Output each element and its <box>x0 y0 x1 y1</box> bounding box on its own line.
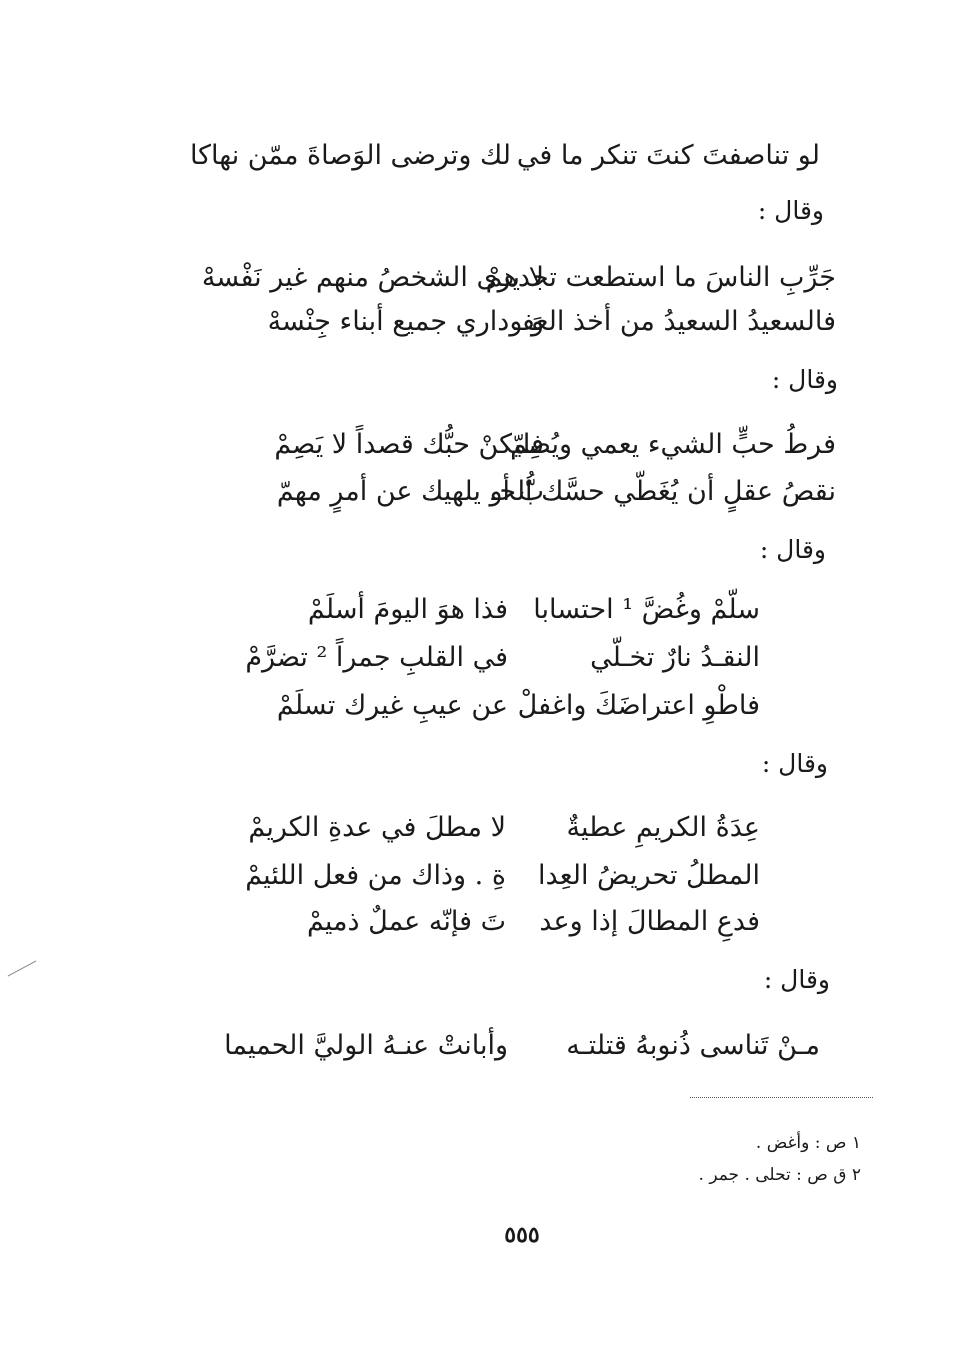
verse-5-1 <box>0 808 956 848</box>
hemistich-left: في القلبِ جمراً ² تضرَّمْ <box>245 642 508 673</box>
verse-3-2 <box>0 472 956 512</box>
hemistich-left: وأبانتْ عنـهُ الوليَّ الحميما <box>224 1030 508 1061</box>
hemistich-left: بُّ أو يلهيك عن أمرٍ مهمّ <box>276 476 544 507</box>
verse-4-1 <box>0 590 956 630</box>
hemistich-right: فالسعيدُ السعيدُ من أخذ العفـ <box>514 306 836 337</box>
verse-4-2 <box>0 638 956 678</box>
hemistich-right: عِدَةُ الكريمِ عطيةٌ <box>566 812 760 843</box>
poem-heading: وقال : <box>771 365 838 394</box>
hemistich-right: المطلُ تحريضُ العِدا <box>538 860 760 891</box>
verse-2-2 <box>0 302 956 342</box>
hemistich-left: فذا هوَ اليومَ أسلَمْ <box>307 594 508 625</box>
poem-heading: وقال : <box>757 196 824 225</box>
footnote-1: ١ ص : وأغض . <box>755 1133 861 1153</box>
hemistich-left: لك وترضى الوَصاةَ ممّن نهاكا <box>189 140 511 171</box>
verse-5-3 <box>0 902 956 942</box>
poem-heading: وقال : <box>761 749 828 778</box>
hemistich-left: عن عيبِ غيرك تسلَمْ <box>276 690 508 721</box>
hemistich-right: نقصُ عقلٍ أن يُغَطّي حسَّك الحـ <box>491 476 836 507</box>
verse-6-1 <box>0 1026 956 1066</box>
hemistich-right: فدعِ المطالَ إذا وعد <box>539 906 760 937</box>
hemistich-right: سلّمْ وغُضَّ ¹ احتسابا <box>533 594 760 625</box>
verse-2-1 <box>0 258 956 298</box>
hemistich-left: تَ فإنّه عملٌ ذميمْ <box>306 906 506 937</box>
hemistich-right: لو تناصفتَ كنتَ تنكر ما في <box>516 140 820 171</box>
footnote-separator <box>690 1097 873 1098</box>
verse-3-1 <box>0 425 956 465</box>
verse-1-1 <box>0 136 956 176</box>
scan-artifact-line <box>8 961 37 977</box>
page-number: ٥٥٥ <box>504 1222 540 1248</box>
verse-4-3 <box>0 686 956 726</box>
footnote-2: ٢ ق ص : تحلى . جمر . <box>698 1165 861 1185</box>
verse-5-2 <box>0 856 956 896</box>
hemistich-right: فاطْوِ اعتراضَكَ واغفلْ <box>517 690 760 721</box>
hemistich-left: وَ وداري جميع أبناء جِنْسهْ <box>267 306 544 337</box>
hemistich-right: جَرِّبِ الناسَ ما استطعت تجدهمْ <box>485 262 836 293</box>
hemistich-left: لا مطلَ في عدةِ الكريمْ <box>248 812 506 843</box>
hemistich-right: فرطُ حبٍّ الشيء يعمي ويُصِمّ <box>510 429 836 460</box>
poem-heading: وقال : <box>759 535 826 564</box>
hemistich-left: لا يرى الشخصُ منهم غير نَفْسهْ <box>201 262 544 293</box>
hemistich-left: ةِ . وذاك من فعل اللئيمْ <box>245 860 506 891</box>
poem-heading: وقال : <box>763 965 830 994</box>
hemistich-left: فليكنْ حبُّك قصداً لا يَصِمْ <box>274 429 544 460</box>
hemistich-right: مـنْ تَناسى ذُنوبهُ قتلتـه <box>566 1030 820 1061</box>
hemistich-right: النقـدُ نارٌ تخـلّي <box>590 642 760 673</box>
